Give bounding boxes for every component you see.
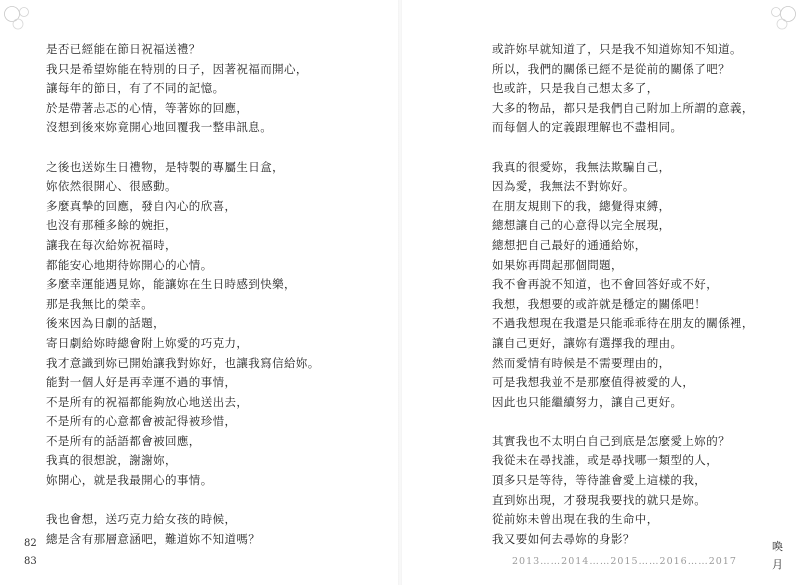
text-line: 大多的物品，都只是我們自己附加上所謂的意義， <box>492 100 754 115</box>
text-line: 然而愛情有時候是不需要理由的， <box>492 355 671 370</box>
text-line: 妳依然很開心、很感動。 <box>46 179 177 194</box>
text-line: 讓我在每次給妳祝福時， <box>46 237 177 252</box>
text-line: 其實我也不太明白自己到底是怎麼愛上妳的？ <box>492 433 730 448</box>
running-head-char: 喚 <box>772 540 783 553</box>
text-line: 沒想到後來妳竟開心地回覆我一整串訊息。 <box>46 120 273 135</box>
text-line: 我不會再說不知道，也不會回答好或不好， <box>492 277 719 292</box>
text-line: 我真的很愛妳，我無法欺騙自己， <box>492 159 671 174</box>
text-line: 多麼幸運能遇見妳，能讓妳在生日時感到快樂， <box>46 277 296 292</box>
left-page-body <box>46 40 320 549</box>
text-line: 我真的很想說，謝謝妳， <box>46 453 177 468</box>
text-line: 如果妳再問起那個問題， <box>492 257 623 272</box>
running-head-char: 月 <box>772 558 783 571</box>
text-line: 因為愛，我無法不對妳好。 <box>492 179 635 194</box>
text-line: 或許妳早就知道了，只是我不知道妳知不知道。 <box>492 42 742 56</box>
paragraph-gap <box>46 491 320 511</box>
circle-ornament-icon <box>760 6 796 32</box>
text-line: 能對一個人好是再幸運不過的事情， <box>46 375 237 390</box>
text-line: 我想，我想要的或許就是穩定的關係吧！ <box>492 296 707 311</box>
text-line: 寄日劇給妳時總會附上妳愛的巧克力， <box>46 335 249 350</box>
text-line: 之後也送妳生日禮物，是特製的專屬生日盒， <box>46 159 284 174</box>
text-line: 讓每年的節日，有了不同的記憶。 <box>46 81 225 96</box>
text-line: 是否已經能在節日祝福送禮？ <box>46 42 201 56</box>
text-line: 所以，我們的關係已經不是從前的關係了吧？ <box>492 61 730 76</box>
text-line: 不是所有的祝福都能夠放心地送出去， <box>46 394 249 409</box>
page-number-right: 83 <box>24 556 37 567</box>
text-line: 在朋友規則下的我，總覺得束縛， <box>492 198 671 213</box>
text-line: 不過我想現在我還是只能乖乖待在朋友的關係裡， <box>492 316 754 331</box>
text-line: 後來因為日劇的話題， <box>46 316 165 331</box>
text-line: 不是所有的話語都會被回應， <box>46 433 201 448</box>
text-line: 總想讓自己的心意得以完全展現， <box>492 218 671 233</box>
text-line: 而每個人的定義跟理解也不盡相同。 <box>492 120 683 135</box>
text-line: 總想把自己最好的通通給妳， <box>492 237 647 252</box>
text-line: 那是我無比的榮幸。 <box>46 296 154 311</box>
text-line: 我也會想，送巧克力給女孩的時候， <box>46 512 237 527</box>
paragraph-gap <box>492 412 754 432</box>
page-number-left: 82 <box>24 538 37 549</box>
text-line: 也沒有那種多餘的婉拒， <box>46 218 177 233</box>
text-line: 多麼真摯的回應，發自內心的欣喜， <box>46 198 237 213</box>
circle-ornament-icon <box>4 6 40 32</box>
text-line: 頂多只是等待，等待誰會愛上這樣的我， <box>492 473 707 488</box>
text-line: 我只是希望妳能在特別的日子，因著祝福而開心， <box>46 61 308 76</box>
text-line: 因此也只能繼續努力，讓自己更好。 <box>492 394 683 409</box>
right-page <box>400 0 800 585</box>
text-line: 都能安心地期待妳開心的心情。 <box>46 257 213 272</box>
text-line: 妳開心，就是我最開心的事情。 <box>46 473 213 488</box>
text-line: 直到妳出現，才發現我要找的就只是妳。 <box>492 492 707 507</box>
text-line: 我又要如何去尋妳的身影？ <box>492 531 635 546</box>
text-line: 從前妳未曾出現在我的生命中， <box>492 512 659 527</box>
text-line: 也或許，只是我自己想太多了， <box>492 81 659 96</box>
text-line: 於是帶著忐忑的心情，等著妳的回應， <box>46 100 249 115</box>
text-line: 我才意識到妳已開始讓我對妳好，也讓我寫信給妳。 <box>46 355 320 370</box>
right-page-body <box>492 40 754 549</box>
year-timeline: 2013……2014……2015……2016……2017 <box>512 556 737 567</box>
text-line: 總是含有那層意涵吧，難道妳不知道嗎？ <box>46 531 261 546</box>
text-line: 我從未在尋找誰，或是尋找哪一類型的人， <box>492 453 719 468</box>
paragraph-gap <box>46 138 320 158</box>
text-line: 不是所有的心意都會被記得被珍惜， <box>46 414 237 429</box>
paragraph-gap <box>492 138 754 158</box>
text-line: 讓自己更好，讓妳有選擇我的理由。 <box>492 335 683 350</box>
text-line: 可是我想我並不是那麼值得被愛的人， <box>492 375 695 390</box>
